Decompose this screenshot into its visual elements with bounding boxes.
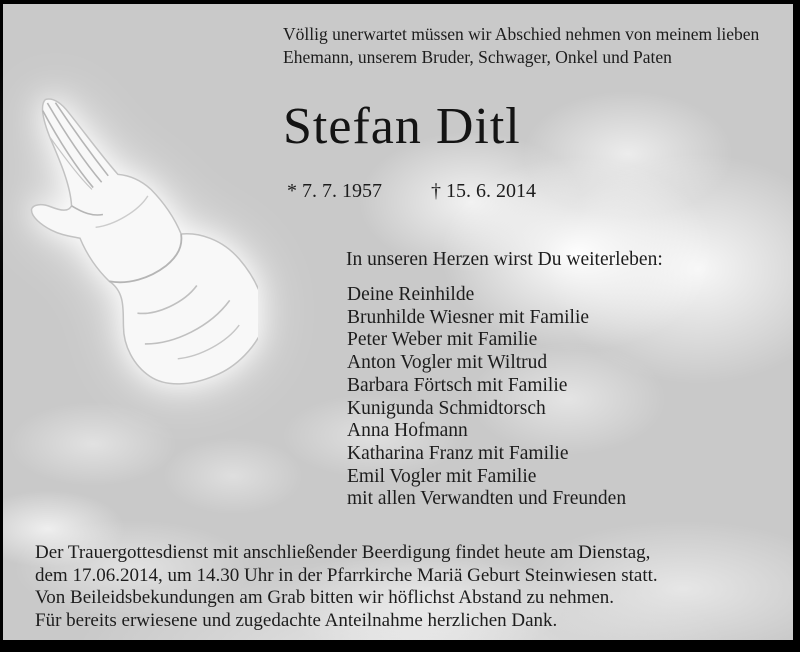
funeral-info-line: Für bereits erwiesene und zugedachte Anteilnahme herzlichen Dank.: [35, 609, 558, 631]
mourner-name: Brunhilde Wiesner mit Familie: [347, 306, 590, 328]
remembrance-line: In unseren Herzen wirst Du weiterleben:: [346, 249, 663, 270]
life-dates: [0, 180, 800, 206]
intro-line: Völlig unerwartet müssen wir Abschied nehmen von meinem lieben: [283, 24, 760, 44]
mourners-list: [347, 284, 626, 511]
mourner-name: Peter Weber mit Familie: [347, 329, 538, 351]
mourner-name: mit allen Verwandten und Freunden: [347, 488, 627, 510]
funeral-info: [35, 542, 658, 632]
deceased-name: Stefan Ditl: [283, 98, 521, 155]
death-date: † 15. 6. 2014: [431, 180, 536, 202]
mourner-name: Anton Vogler mit Wiltrud: [347, 352, 548, 374]
mourner-name: Barbara Förtsch mit Familie: [347, 374, 568, 396]
intro-text: [283, 23, 759, 69]
birth-date: * 7. 7. 1957: [287, 180, 382, 202]
mourner-name: Katharina Franz mit Familie: [347, 442, 569, 464]
mourner-name: Emil Vogler mit Familie: [347, 465, 537, 487]
praying-hands-icon: [18, 58, 258, 433]
intro-line: Ehemann, unserem Bruder, Schwager, Onkel und Paten: [283, 47, 672, 67]
funeral-info-line: Von Beileidsbekundungen am Grab bitten wir höflichst Abstand zu nehmen.: [35, 587, 615, 608]
mourner-name: Deine Reinhilde: [347, 284, 475, 305]
praying-hands-image: [18, 58, 258, 433]
mourner-name: Kunigunda Schmidtorsch: [347, 397, 546, 419]
funeral-info-line: Der Trauergottesdienst mit anschließender Beerdigung findet heute am Dienstag,: [35, 542, 651, 563]
mourner-name: Anna Hofmann: [347, 420, 468, 442]
funeral-info-line: dem 17.06.2014, um 14.30 Uhr in der Pfarrkirche Mariä Geburt Steinwiesen statt.: [35, 564, 658, 586]
